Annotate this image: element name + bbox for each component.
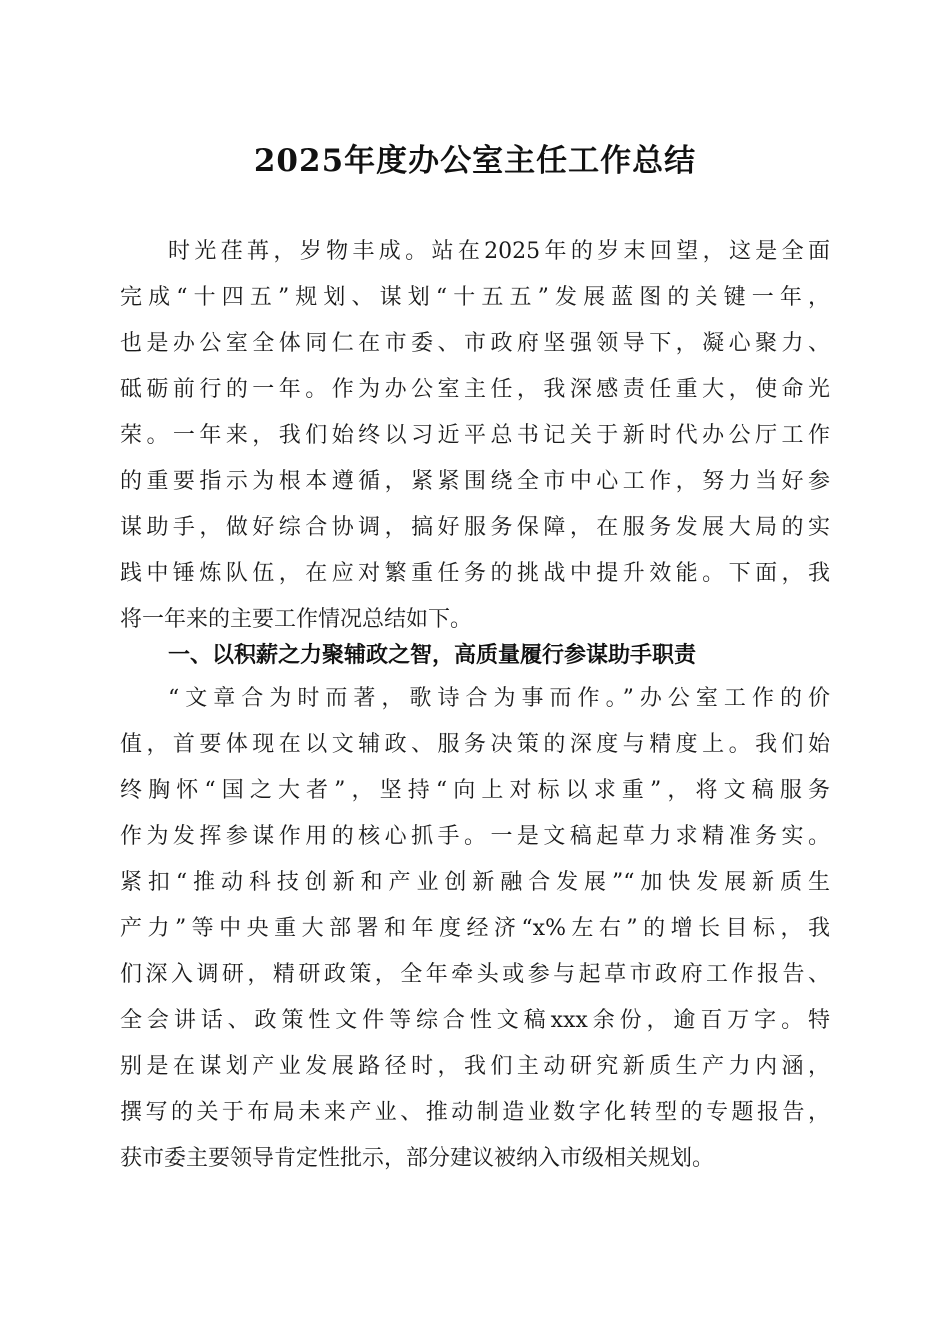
text-line: 全会讲话、政策性文件等综合性文稿xxx余份，逾百万字。特 xyxy=(120,1008,830,1033)
text-line: 获市委主要领导肯定性批示，部分建议被纳入市级相关规划。 xyxy=(120,1146,715,1171)
text-line: 完成“十四五”规划、谋划“十五五”发展蓝图的关键一年， xyxy=(120,285,830,310)
section-heading: 一、以积薪之力聚辅政之智，高质量履行参谋助手职责 xyxy=(168,643,697,668)
document-title: 2025年度办公室主任工作总结 xyxy=(253,143,697,179)
text-line: 别是在谋划产业发展路径时，我们主动研究新质生产力内涵， xyxy=(120,1054,830,1079)
text-line: 践中锤炼队伍，在应对繁重任务的挑战中提升效能。下面，我 xyxy=(120,561,830,586)
text-line: 砥砺前行的一年。作为办公室主任，我深感责任重大，使命光 xyxy=(120,377,830,402)
text-line: 时光荏苒，岁物丰成。站在2025年的岁末回望，这是全面 xyxy=(168,239,830,264)
text-line: 终胸怀“国之大者”，坚持“向上对标以求重”，将文稿服务 xyxy=(120,778,830,803)
text-line: 产力”等中央重大部署和年度经济“x%左右”的增长目标，我 xyxy=(120,916,830,941)
text-line: 将一年来的主要工作情况总结如下。 xyxy=(120,607,473,632)
text-line: 荣。一年来，我们始终以习近平总书记关于新时代办公厅工作 xyxy=(120,423,830,448)
text-line: 值，首要体现在以文辅政、服务决策的深度与精度上。我们始 xyxy=(120,732,830,757)
text-line: 的重要指示为根本遵循，紧紧围绕全市中心工作，努力当好参 xyxy=(120,469,830,494)
text-line: “文章合为时而著，歌诗合为事而作。”办公室工作的价 xyxy=(168,686,830,711)
text-line: 撰写的关于布局未来产业、推动制造业数字化转型的专题报告， xyxy=(120,1100,830,1125)
text-line: 紧扣“推动科技创新和产业创新融合发展”“加快发展新质生 xyxy=(120,870,830,895)
text-line: 谋助手，做好综合协调，搞好服务保障，在服务发展大局的实 xyxy=(120,515,830,540)
text-line: 们深入调研，精研政策，全年牵头或参与起草市政府工作报告、 xyxy=(120,962,830,987)
text-line: 作为发挥参谋作用的核心抓手。一是文稿起草力求精准务实。 xyxy=(120,824,830,849)
text-line: 也是办公室全体同仁在市委、市政府坚强领导下，凝心聚力、 xyxy=(120,331,830,356)
